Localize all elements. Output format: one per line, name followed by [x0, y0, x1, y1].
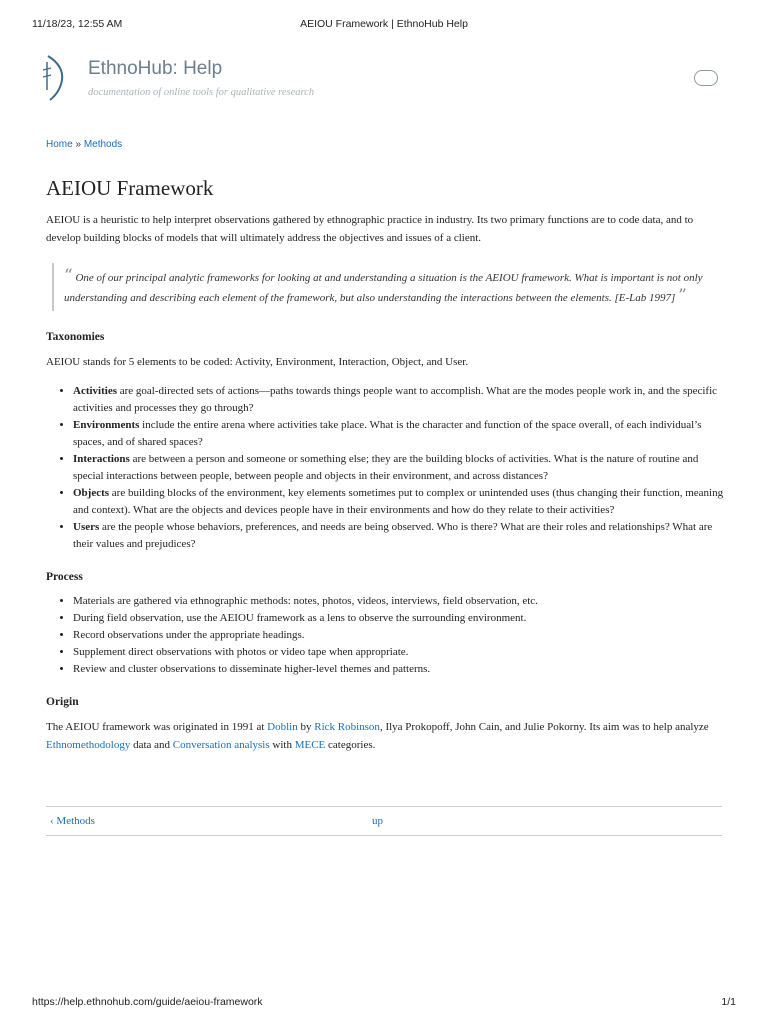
doblin-link[interactable]: Doblin	[267, 721, 298, 733]
close-quote-icon: ”	[678, 286, 687, 306]
term-description: are the people whose behaviors, preferences, and needs are being observed. Who is there? What are their roles and relationships? What are their values and prejudices?	[73, 521, 713, 550]
origin-heading: Origin	[46, 696, 79, 708]
list-item	[73, 485, 726, 519]
site-header	[36, 48, 736, 108]
origin-text: data and	[130, 739, 173, 751]
quote-block	[52, 263, 726, 311]
list-item	[73, 383, 726, 417]
list-item: • Materials are gathered via ethnographic methods: notes, photos, videos, interviews, field observation, etc.	[73, 593, 726, 610]
list-item: • Supplement direct observations with photos or video tape when appropriate.	[73, 644, 726, 661]
term-objects: Objects	[73, 487, 110, 499]
process-heading: Process	[46, 571, 83, 583]
taxonomies-list	[46, 383, 726, 553]
site-name[interactable]: EthnoHub: Help	[88, 58, 223, 79]
rick-robinson-link[interactable]: Rick Robinson	[314, 721, 380, 733]
prev-page-link[interactable]: ‹ Methods	[50, 815, 95, 827]
ethnohub-logo-icon[interactable]	[38, 50, 70, 102]
origin-text: categories.	[325, 739, 376, 751]
term-description: include the entire arena where activities take place. What is the character and function of the space overall, of each individual’s spaces, and of shared spaces?	[73, 419, 702, 448]
list-item: • Record observations under the appropriate headings.	[73, 627, 726, 644]
term-interactions: Interactions	[73, 453, 130, 465]
term-users: Users	[73, 521, 100, 533]
up-link[interactable]: up	[372, 815, 383, 827]
taxonomies-intro: AEIOU stands for 5 elements to be coded: Activity, Environment, Interaction, Object, and User.	[46, 356, 469, 368]
origin-text: , Ilya Prokopoff, John Cain, and Julie Pokorny. Its aim was to help analyze	[379, 721, 709, 733]
breadcrumb	[46, 139, 122, 150]
print-page-number: 1/1	[721, 996, 736, 1008]
term-description: are between a person and someone or something else; they are the building blocks of activities. What is the nature of routine and special interactions between people, between people and objects in their environment, and across distances?	[73, 453, 699, 482]
print-footer	[32, 996, 736, 1008]
term-activities: Activities	[73, 385, 117, 397]
taxonomies-heading: Taxonomies	[46, 331, 105, 343]
print-datetime: 11/18/23, 12:55 AM	[32, 18, 123, 30]
origin-text: by	[297, 721, 315, 733]
print-url: https://help.ethnohub.com/guide/aeiou-framework	[32, 996, 263, 1008]
list-item	[73, 519, 726, 553]
book-navigation	[46, 806, 722, 836]
intro-paragraph: AEIOU is a heuristic to help interpret observations gathered by ethnographic practice in industry. Its two primary functions are to code data, and to develop building blocks of models that will ultimately address the objectives and issues of a client.	[46, 214, 694, 244]
origin-text: with	[269, 739, 295, 751]
ethnomethodology-link[interactable]: Ethnomethodology	[46, 739, 131, 751]
origin-text: The AEIOU framework was originated in 1991 at	[46, 721, 268, 733]
list-item: • During field observation, use the AEIOU framework as a lens to observe the surrounding environment.	[73, 610, 726, 627]
origin-paragraph	[46, 718, 726, 754]
quote-text: One of our principal analytic frameworks for looking at and understanding a situation is the AEIOU framework. What is important is not only understanding and describing each element of the framework, but also understanding the interactions between the elements. [E-Lab 1997]	[64, 272, 703, 304]
conversation-analysis-link[interactable]: Conversation analysis	[172, 739, 270, 751]
mece-link[interactable]: MECE	[294, 739, 326, 751]
term-description: are building blocks of the environment, key elements sometimes put to complex or unintended uses (thus changing their function, meaning and context). What are the objects and devices people have in their environments and how do they relate to their activities?	[73, 487, 724, 516]
breadcrumb-home-link[interactable]: Home	[46, 139, 73, 150]
list-item	[73, 417, 726, 451]
term-description: are goal-directed sets of actions—paths towards things people want to accomplish. What are the modes people work in, and the specific activities and processes they go through?	[73, 385, 718, 414]
breadcrumb-separator: »	[72, 139, 84, 150]
breadcrumb-methods-link[interactable]: Methods	[83, 139, 123, 150]
list-item: • Review and cluster observations to disseminate higher-level themes and patterns.	[73, 661, 726, 678]
page-title: AEIOU Framework	[46, 176, 214, 200]
main-content	[46, 172, 726, 764]
open-quote-icon: “	[64, 266, 73, 286]
site-slogan: documentation of online tools for qualitative research	[88, 87, 315, 98]
term-environments: Environments	[73, 419, 140, 431]
print-page-title: AEIOU Framework | EthnoHub Help	[300, 18, 468, 30]
search-toggle-icon[interactable]	[694, 70, 718, 86]
process-list	[46, 593, 726, 678]
list-item	[73, 451, 726, 485]
